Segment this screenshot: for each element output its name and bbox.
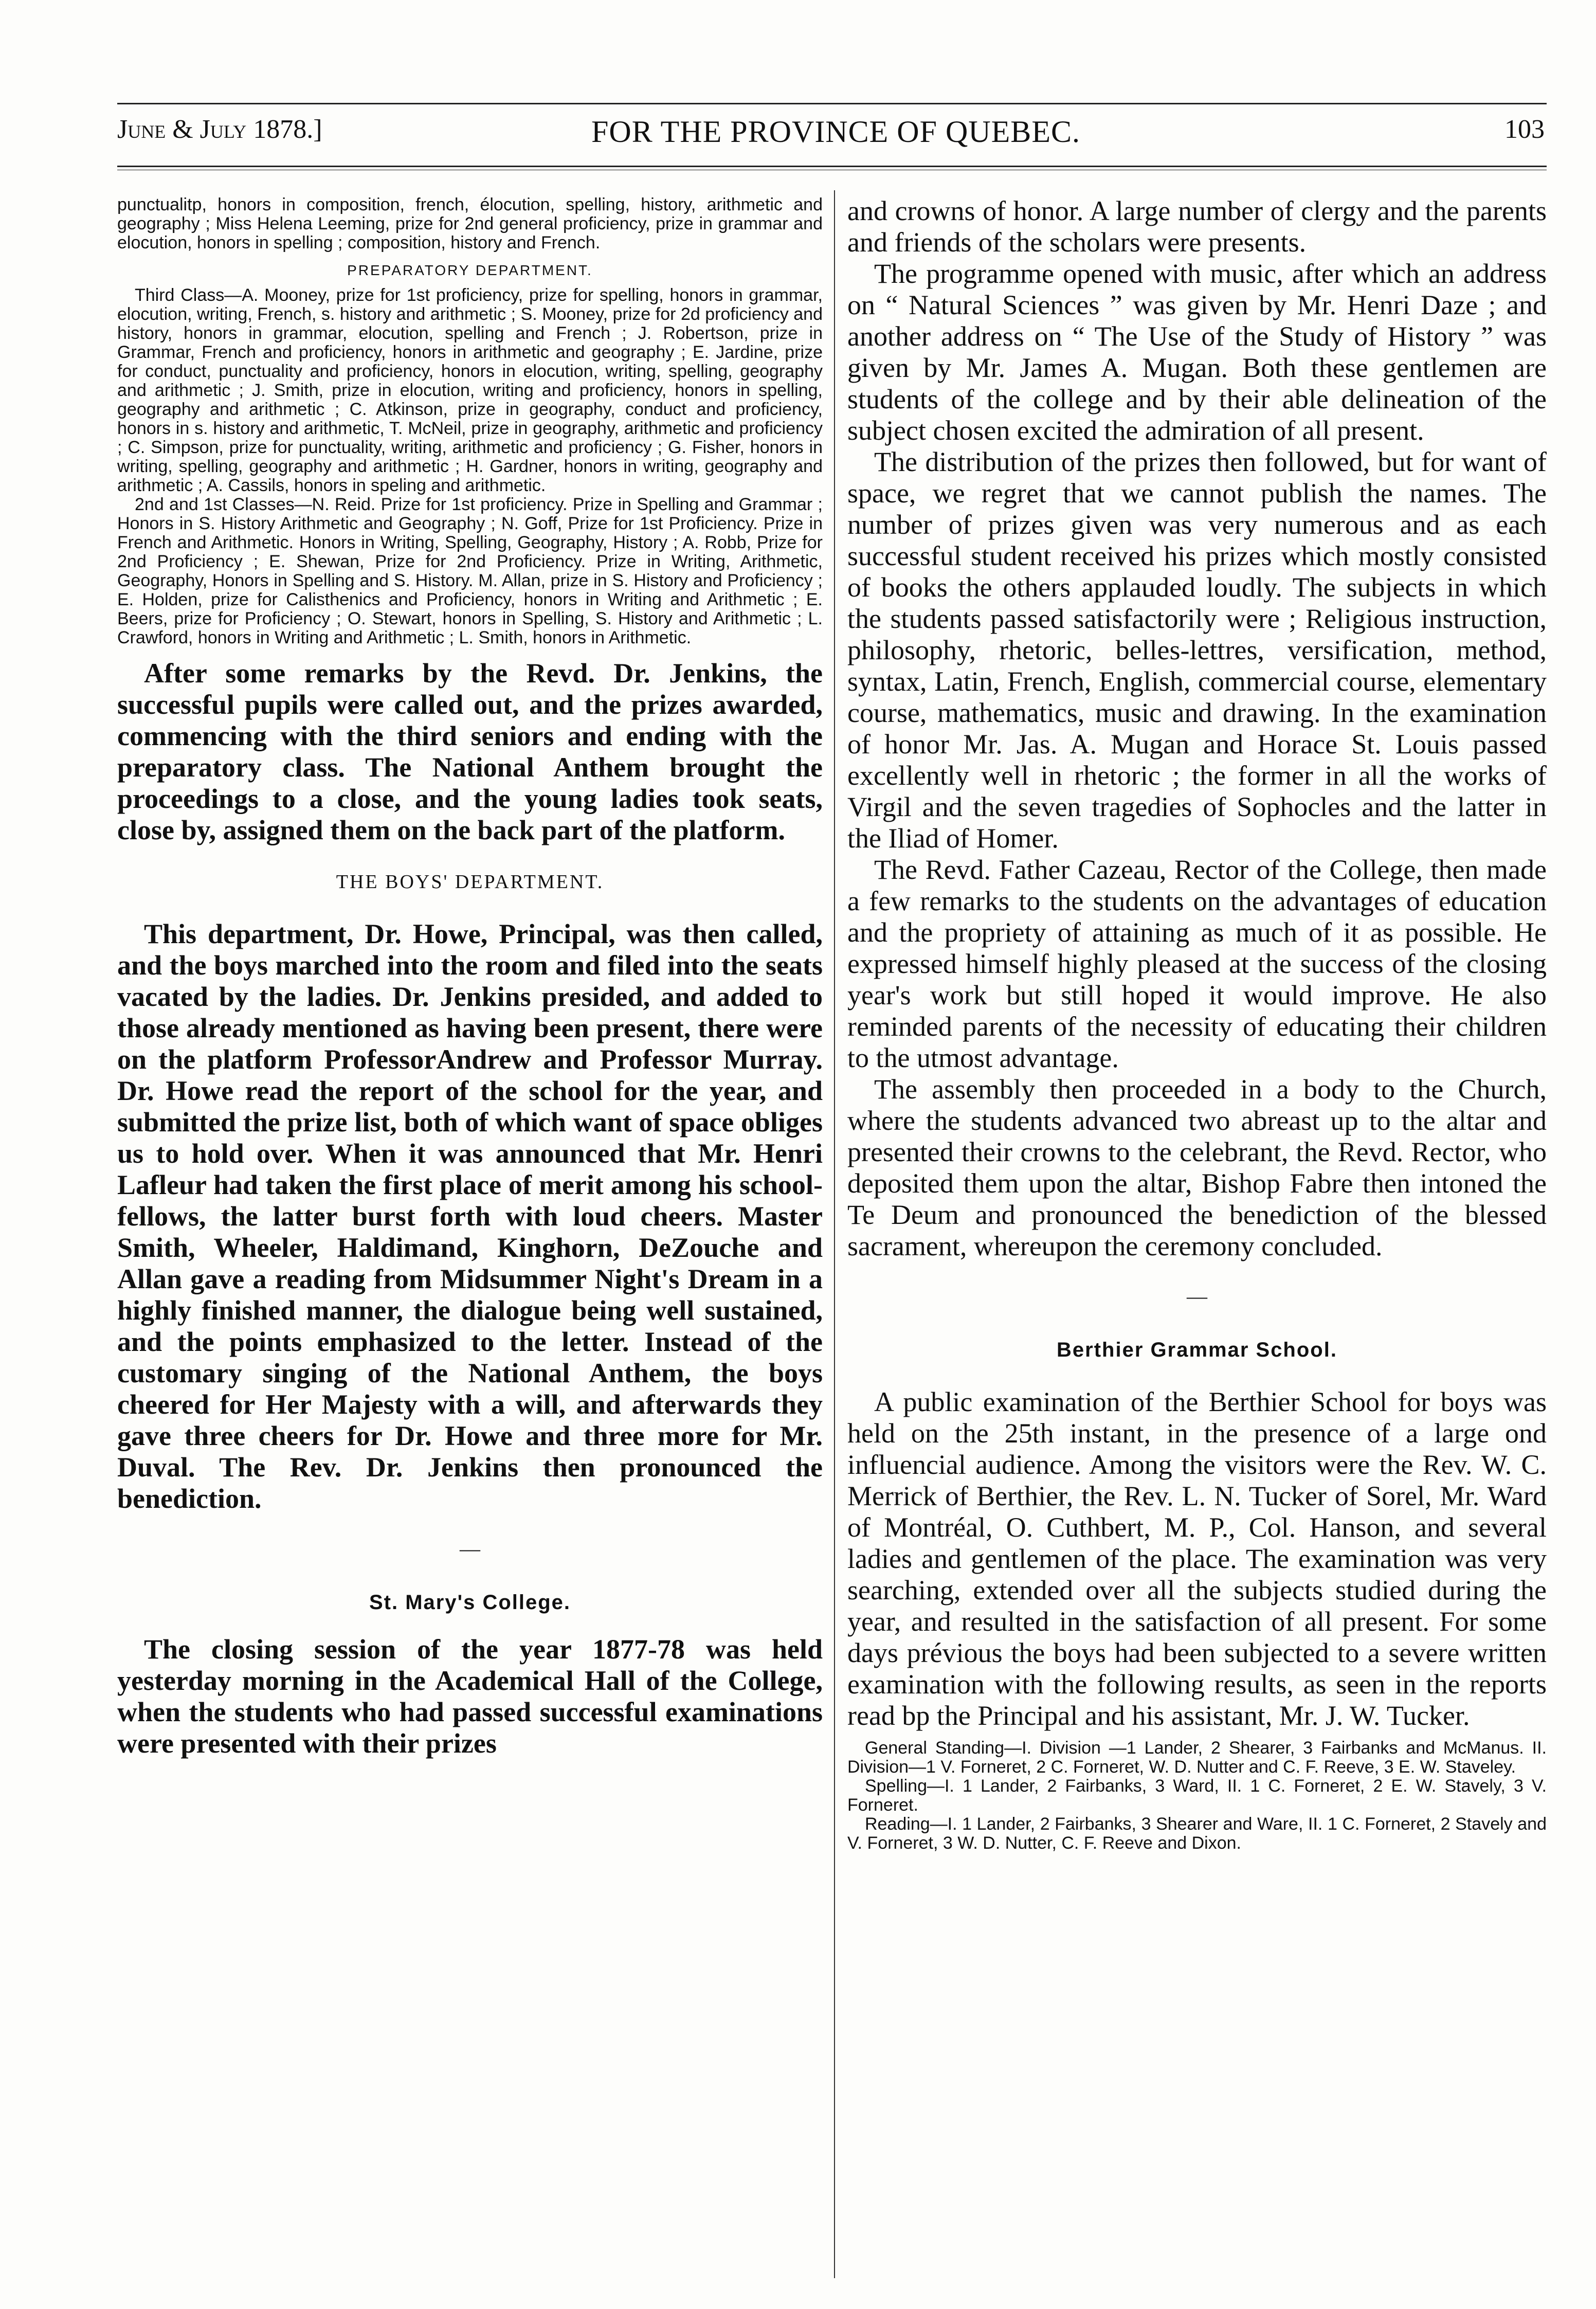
spelling-paragraph: Spelling—I. 1 Lander, 2 Fairbanks, 3 Ward, II. 1 C. Forneret, 2 E. W. Stavely, 3 V. Forneret. [847,1776,1547,1815]
top-rule [117,103,1547,104]
programme-paragraph: The programme opened with music, after which an address on “ Natural Sciences ” was given by Mr. Henri Daze ; and another address on “ The Use of the Study of History ” was given by Mr. James A. Mugan. Both these gentlemen are students of the college and by their able delineation of the subject chosen excited the admiration of all present. [847,258,1547,446]
intro-paragraph: punctualitp, honors in composition, french, élocution, spelling, history, arithmetic and geography ; Miss Helena Leeming, prize for 2nd general proficiency, prize in grammar and elocution, honors in spelling ; composition, history and French. [117,195,823,252]
continued-paragraph: and crowns of honor. A large number of clergy and the parents and friends of the scholars were presents. [847,195,1547,258]
st-marys-paragraph: The closing session of the year 1877-78 was held yesterday morning in the Academical Hall of the College, when the students who had passed successful examinations were presented with their prizes [117,1634,823,1759]
issue-date: June & July 1878.] [117,115,322,144]
distribution-paragraph: The distribution of the prizes then followed, but for want of space, we regret that we cannot publish the names. The number of prizes given was very numerous and as each successful student received his prizes which mostly consisted of books the others applauded loudly. The subjects in which the students passed satisfactorily were ; Religious instruction, philosophy, rhetoric, belles-lettres, versification, method, syntax, Latin, French, English, commercial course, elementary course, mathematics, music and drawing. In the examination of honor Mr. Jas. A. Mugan and Horace St. Louis passed excellently well in rhetoric ; the former in all the works of Virgil and the seven tragedies of Sophocles and the latter in the Iliad of Homer. [847,446,1547,854]
boys-department-heading: THE BOYS' DEPARTMENT. [336,871,604,893]
general-standing-paragraph: General Standing—I. Division —1 Lander, 2 Shearer, 3 Fairbanks and McManus. II. Division—1 V. Forneret, 2 C. Forneret, W. D. Nutter and C. F. Reeve, 3 E. W. Staveley. [847,1738,1547,1777]
reading-paragraph: Reading—I. 1 Lander, 2 Fairbanks, 3 Shearer and Ware, II. 1 C. Forneret, 2 Stavely and V. Forneret, 3 W. D. Nutter, C. F. Reeve and Dixon. [847,1814,1547,1853]
right-column [847,195,1547,2278]
rector-paragraph: The Revd. Father Cazeau, Rector of the College, then made a few remarks to the students on the advantages of education and the propriety of attaining as much of it as possible. He expressed himself highly pleased at the success of the closing year's work but still hoped it would improve. He also reminded parents of the necessity of educating their children to the utmost advantage. [847,854,1547,1073]
berthier-paragraph: A public examination of the Berthier School for boys was held on the 25th instant, in the presence of a large ond influencial audience. Among the visitors were the Rev. W. C. Merrick of Berthier, the Rev. L. N. Tucker of Sorel, Mr. Ward of Montréal, O. Cuthbert, M. P., Col. Hanson, and several ladies and gentlemen of the place. The examination was very searching, extended over all the subjects studied during the year, and resulted in the satisfaction of all present. For some days prévious the boys had been subjected to a severe written examination with the following results, as seen in the reports read bp the Principal and his assistant, Mr. J. W. Tucker. [847,1386,1547,1731]
page-header [0,0,1596,170]
assembly-paragraph: The assembly then proceeded in a body to the Church, where the students advanced two abreast up to the altar and presented their crowns to the celebrant, the Revd. Rector, who deposited them upon the altar, Bishop Fabre then intoned the Te Deum and pronounced the benediction of the blessed sacrament, whereupon the ceremony concluded. [847,1074,1547,1261]
berthier-results [847,1739,1547,1853]
column-divider [834,190,835,2278]
left-body [117,658,823,1759]
header-rule [117,166,1547,167]
section-dash-right: — [1187,1285,1207,1308]
left-column [117,195,823,2278]
after-remarks-paragraph: After some remarks by the Revd. Dr. Jenkins, the successful pupils were called out, and the prizes awarded, commencing with the third seniors and ending with the preparatory class. The National Anthem brought the proceedings to a close, and the young ladies took seats, close by, assigned them on the back part of the platform. [117,658,823,845]
second-first-classes-paragraph: 2nd and 1st Classes—N. Reid. Prize for 1st proficiency. Prize in Spelling and Grammar ; Honors in S. History Arithmetic and Geography ; N. Goff, Prize for 1st Proficiency. Prize in French and Arithmetic. Honors in Writing, Spelling, Geography, History ; A. Robb, Prize for 2nd Proficiency ; E. Shewan, Prize for 2nd Proficiency. Prize in Writing, Arithmetic, Geography, Honors in Spelling and S. History. M. Allan, prize in S. History and Proficiency ; E. Holden, prize for Calisthenics and Proficiency, honors in Writing and Arithmetic ; E. Beers, prize for Proficiency ; O. Stewart, honors in Spelling, S. History and Arithmetic ; L. Crawford, honors in Writing and Arithmetic ; L. Smith, honors in Arithmetic. [117,495,823,647]
right-body [847,195,1547,1731]
section-dash: — [460,1537,480,1560]
prize-list-small [117,195,823,647]
berthier-heading: Berthier Grammar School. [1057,1339,1337,1361]
third-class-paragraph: Third Class—A. Mooney, prize for 1st proficiency, prize for spelling, honors in grammar, elocution, writing, French, s. history and arithmetic ; S. Mooney, prize for 2d proficiency and history, honors in grammar, elocution, spelling and French ; J. Robertson, prize in Grammar, French and proficiency, honors in arithmetic and geography ; E. Jardine, prize for conduct, punctuality and proficiency, honors in elocution, writing, spelling, geography and arithmetic ; J. Smith, prize in elocution, writing and proficiency, honors in spelling, geography and arithmetic ; C. Atkinson, prize in geography, conduct and proficiency, honors in s. history and arithmetic, T. McNeil, prize in geography, arithmetic and proficiency ; C. Simpson, prize for punctuality, writing, arithmetic and proficiency ; G. Fisher, honors in writing, spelling, geography and arithmetic ; H. Gardner, honors in writing, geography and arithmetic ; A. Cassils, honors in speling and arithmetic. [117,285,823,495]
boys-department-paragraph: This department, Dr. Howe, Principal, was then called, and the boys marched into the room and filed into the seats vacated by the ladies. Dr. Jenkins presided, and added to those already mentioned as having been present, there were on the platform ProfessorAndrew and Professor Murray. Dr. Howe read the report of the school for the year, and submitted the prize list, both of which want of space obliges us to hold over. When it was announced that Mr. Henri Lafleur had taken the first place of merit among his school-fellows, the latter burst forth with loud cheers. Master Smith, Wheeler, Haldimand, Kinghorn, DeZouche and Allan gave a reading from Midsummer Night's Dream in a highly finished manner, the dialogue being well sustained, and the points emphasized to the letter. Instead of the customary singing of the National Anthem, the boys cheered for Her Majesty with a will, and afterwards they gave three cheers for Dr. Howe and three more for Mr. Duval. The Rev. Dr. Jenkins then pronounced the benediction. [117,918,823,1514]
preparatory-heading: PREPARATORY DEPARTMENT. [347,262,593,278]
running-title: FOR THE PROVINCE OF QUEBEC. [591,115,1080,149]
st-marys-college-heading: St. Mary's College. [369,1591,571,1614]
page-number: 103 [1504,115,1545,144]
